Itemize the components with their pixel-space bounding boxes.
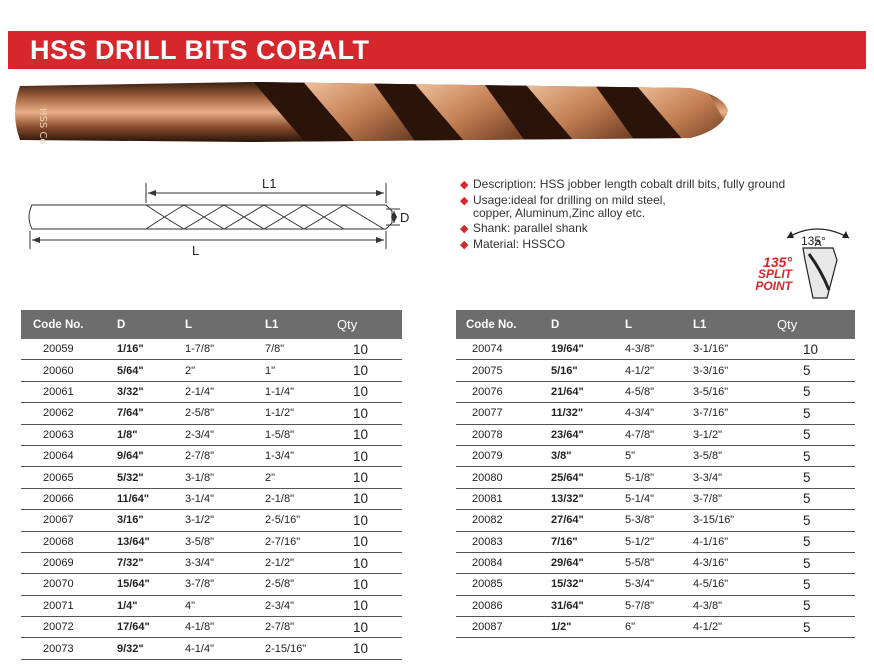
cell-code: 20087 [456,617,551,638]
table-row [456,403,855,424]
cell-l: 3-7/8" [185,574,265,595]
cell-qty: 10 [337,574,402,595]
cell-code: 20078 [456,424,551,445]
cell-l: 4" [185,595,265,616]
cell-code: 20063 [21,424,117,445]
cell-code: 20068 [21,531,117,552]
header-l1: L1 [693,310,773,339]
cell-l: 1-7/8" [185,339,265,360]
table-row [456,595,855,616]
cell-l: 5-1/2" [625,531,693,552]
header-qty: Qty [337,310,402,339]
table-row [456,510,855,531]
table-row [21,360,402,381]
cell-qty: 5 [773,617,855,638]
cell-l: 2-1/4" [185,381,265,402]
cell-l1: 1-1/4" [265,381,337,402]
header-code: Code No. [456,310,551,339]
cell-qty: 10 [337,424,402,445]
cell-l: 5" [625,445,693,466]
cell-code: 20083 [456,531,551,552]
cell-qty: 10 [337,552,402,573]
header-l: L [625,310,693,339]
cell-code: 20077 [456,403,551,424]
cell-code: 20081 [456,488,551,509]
cell-code: 20069 [21,552,117,573]
dimension-diagram [14,175,414,265]
cell-l1: 2-3/4" [265,595,337,616]
cell-qty: 10 [337,638,402,659]
cell-d: 1/8" [117,424,185,445]
table-row [21,531,402,552]
cell-d: 5/64" [117,360,185,381]
cell-qty: 10 [337,445,402,466]
cell-l: 5-1/4" [625,488,693,509]
cell-qty: 10 [337,595,402,616]
cell-code: 20067 [21,510,117,531]
table-row [456,360,855,381]
cell-l: 3-5/8" [185,531,265,552]
header-l: L [185,310,265,339]
table-header-row [21,310,402,339]
cell-qty: 5 [773,552,855,573]
spec-shank: ◆ Shank: parallel shank [460,221,588,235]
cell-l1: 3-3/4" [693,467,773,488]
cell-l1: 4-3/16" [693,552,773,573]
cell-l1: 2" [265,467,337,488]
cell-l1: 2-1/2" [265,552,337,573]
cell-l1: 2-7/16" [265,531,337,552]
cell-l: 3-1/8" [185,467,265,488]
split-point-label: 135° SPLIT POINT [755,254,792,293]
cell-d: 19/64" [551,339,625,360]
cell-qty: 5 [773,381,855,402]
cell-l: 2" [185,360,265,381]
cell-l1: 2-15/16" [265,638,337,659]
header-d: D [117,310,185,339]
cell-l1: 2-5/8" [265,574,337,595]
cell-qty: 5 [773,595,855,616]
cell-l1: 4-1/16" [693,531,773,552]
cell-d: 27/64" [551,510,625,531]
cell-d: 17/64" [117,617,185,638]
table-row [21,617,402,638]
cell-code: 20084 [456,552,551,573]
cell-d: 25/64" [551,467,625,488]
cell-qty: 5 [773,488,855,509]
spec-description: ◆ Description: HSS jobber length cobalt drill bits, fully ground [460,177,786,191]
cell-code: 20061 [21,381,117,402]
cell-code: 20072 [21,617,117,638]
diamond-icon: ◆ [460,179,469,191]
cell-d: 11/32" [551,403,625,424]
cell-l: 5-7/8" [625,595,693,616]
cell-l: 3-1/4" [185,488,265,509]
cell-d: 3/32" [117,381,185,402]
table-row [21,403,402,424]
table-row [456,617,855,638]
cell-l: 4-5/8" [625,381,693,402]
table-row [21,339,402,360]
drill-bit-photo [0,68,874,154]
header-d: D [551,310,625,339]
spec-usage: ◆ Usage:ideal for drilling on mild steel, copper, Aluminum,Zinc alloy etc. [460,193,666,220]
cell-l: 4-1/8" [185,617,265,638]
cell-qty: 10 [337,467,402,488]
cell-d: 13/64" [117,531,185,552]
cell-d: 23/64" [551,424,625,445]
table-row [456,531,855,552]
table-row [21,638,402,659]
table-row [21,595,402,616]
table-row [21,445,402,466]
cell-code: 20079 [456,445,551,466]
cell-l1: 1" [265,360,337,381]
cell-l: 5-1/8" [625,467,693,488]
drill-size-table-left [21,310,402,660]
diamond-icon: ◆ [460,239,469,251]
cell-l: 5-3/4" [625,574,693,595]
cell-qty: 5 [773,467,855,488]
cell-code: 20070 [21,574,117,595]
table-header-row [456,310,855,339]
cell-code: 20075 [456,360,551,381]
cell-d: 1/4" [117,595,185,616]
cell-qty: 5 [773,445,855,466]
angle-label: 135° [801,234,826,248]
cell-d: 7/16" [551,531,625,552]
cell-d: 29/64" [551,552,625,573]
cell-qty: 10 [337,510,402,531]
table-row [456,339,855,360]
cell-qty: 10 [337,403,402,424]
cell-d: 7/64" [117,403,185,424]
cell-code: 20074 [456,339,551,360]
cell-qty: 10 [337,339,402,360]
cell-l1: 4-1/2" [693,617,773,638]
cell-l1: 3-1/2" [693,424,773,445]
drill-size-table-right [456,310,855,638]
cell-d: 1/2" [551,617,625,638]
cell-qty: 10 [337,531,402,552]
cell-qty: 5 [773,403,855,424]
cell-code: 20085 [456,574,551,595]
cell-code: 20065 [21,467,117,488]
cell-l: 6" [625,617,693,638]
table-row [21,552,402,573]
cell-qty: 5 [773,360,855,381]
cell-l: 4-1/4" [185,638,265,659]
table-row [456,424,855,445]
cell-l: 5-3/8" [625,510,693,531]
table-row [456,574,855,595]
cell-d: 31/64" [551,595,625,616]
cell-l1: 2-1/8" [265,488,337,509]
cell-code: 20073 [21,638,117,659]
cell-l1: 3-1/16" [693,339,773,360]
cell-qty: 10 [337,617,402,638]
cell-code: 20059 [21,339,117,360]
table-row [21,510,402,531]
spec-material: ◆ Material: HSSCO [460,237,566,251]
table-row [456,381,855,402]
cell-l1: 3-7/16" [693,403,773,424]
table-row [456,445,855,466]
label-l1: L1 [262,176,277,191]
cell-qty: 10 [337,488,402,509]
cell-l1: 1-3/4" [265,445,337,466]
cell-qty: 5 [773,424,855,445]
header-code: Code No. [21,310,117,339]
cell-l1: 4-3/8" [693,595,773,616]
cell-l: 4-7/8" [625,424,693,445]
cell-d: 5/16" [551,360,625,381]
cell-l: 2-5/8" [185,403,265,424]
cell-d: 13/32" [551,488,625,509]
cell-code: 20062 [21,403,117,424]
cell-d: 15/64" [117,574,185,595]
cell-d: 11/64" [117,488,185,509]
table-row [21,424,402,445]
table-row [21,574,402,595]
cell-l1: 3-5/16" [693,381,773,402]
cell-d: 7/32" [117,552,185,573]
header-l1: L1 [265,310,337,339]
table-row [456,467,855,488]
cell-l1: 4-5/16" [693,574,773,595]
cell-l1: 3-3/16" [693,360,773,381]
cell-d: 15/32" [551,574,625,595]
cell-code: 20080 [456,467,551,488]
diamond-icon: ◆ [460,195,469,207]
cell-qty: 5 [773,510,855,531]
cell-code: 20071 [21,595,117,616]
table-row [21,488,402,509]
cell-l1: 1-1/2" [265,403,337,424]
cell-code: 20086 [456,595,551,616]
cell-d: 9/64" [117,445,185,466]
cell-code: 20060 [21,360,117,381]
diamond-icon: ◆ [460,223,469,235]
cell-l: 4-1/2" [625,360,693,381]
shank-marking: HSS Co [37,108,48,145]
cell-d: 21/64" [551,381,625,402]
cell-d: 1/16" [117,339,185,360]
cell-l: 2-7/8" [185,445,265,466]
table-row [456,552,855,573]
cell-l: 3-3/4" [185,552,265,573]
label-l: L [192,243,200,258]
cell-code: 20066 [21,488,117,509]
header-qty: Qty [773,310,855,339]
cell-code: 20082 [456,510,551,531]
table-row [21,467,402,488]
cell-qty: 5 [773,574,855,595]
cell-qty: 10 [337,360,402,381]
page-title: HSS DRILL BITS COBALT [8,31,866,69]
cell-l: 2-3/4" [185,424,265,445]
cell-l1: 7/8" [265,339,337,360]
cell-l1: 2-7/8" [265,617,337,638]
cell-l1: 1-5/8" [265,424,337,445]
cell-qty: 10 [773,339,855,360]
cell-qty: 5 [773,531,855,552]
cell-qty: 10 [337,381,402,402]
cell-d: 3/16" [117,510,185,531]
cell-l: 3-1/2" [185,510,265,531]
cell-d: 5/32" [117,467,185,488]
cell-l1: 3-7/8" [693,488,773,509]
cell-l1: 2-5/16" [265,510,337,531]
cell-l1: 3-5/8" [693,445,773,466]
label-d: D [400,210,410,225]
cell-l1: 3-15/16" [693,510,773,531]
cell-d: 9/32" [117,638,185,659]
cell-l: 5-5/8" [625,552,693,573]
cell-code: 20064 [21,445,117,466]
cell-l: 4-3/8" [625,339,693,360]
cell-code: 20076 [456,381,551,402]
table-row [21,381,402,402]
cell-d: 3/8" [551,445,625,466]
table-row [456,488,855,509]
cell-l: 4-3/4" [625,403,693,424]
